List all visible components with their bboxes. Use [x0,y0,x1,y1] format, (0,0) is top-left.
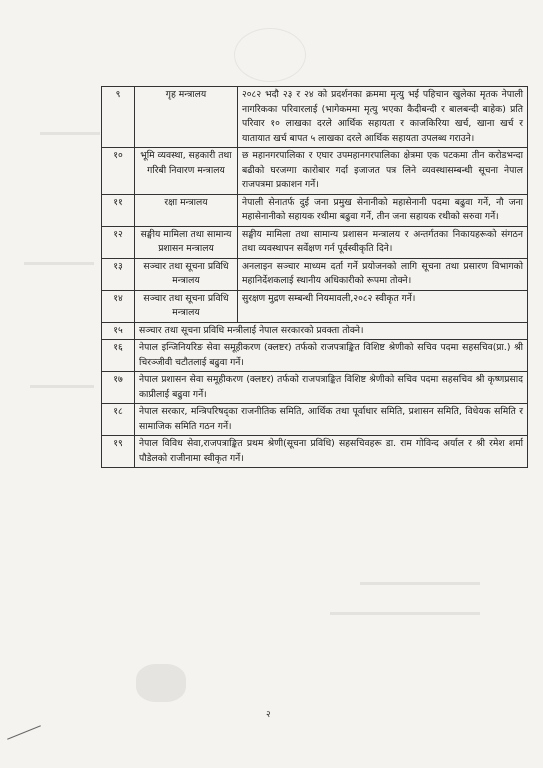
row-serial: १७ [102,372,135,404]
row-decision: नेपाल प्रशासन सेवा समूहीकरण (क्लष्टर) तर्फको राजपत्राङ्कित विशिष्ट श्रेणीको सचिव पदमा सहसचिव श्री कृष्णप्रसाद काप्रीलाई बढुवा गर्ने। [135,372,528,404]
table-row [102,436,528,468]
bleed-through-mark [30,385,94,388]
scan-smudge [136,664,186,702]
pen-stroke [7,725,41,739]
row-serial: ९ [102,87,135,148]
row-serial: १५ [102,322,135,340]
table-row [102,258,528,290]
row-serial: १३ [102,258,135,290]
row-decision: अनलाइन सञ्चार माध्यम दर्ता गर्ने प्रयोजनको लागि सूचना तथा प्रसारण विभागको महानिर्देशकलाई स्थानीय अधिकारीको रूपमा तोक्ने। [238,258,528,290]
row-ministry: सञ्चार तथा सूचना प्रविधि मन्त्रालय [135,290,238,322]
bleed-through-mark [40,132,100,135]
row-serial: १० [102,148,135,195]
row-ministry: गृह मन्त्रालय [135,87,238,148]
row-decision: सञ्चार तथा सूचना प्रविधि मन्त्रीलाई नेपाल सरकारको प्रवक्ता तोक्ने। [135,322,528,340]
row-ministry: भूमि व्यवस्था, सहकारी तथा गरिबी निवारण मन्त्रालय [135,148,238,195]
row-decision: नेपाली सेनातर्फ दुई जना प्रमुख सेनानीको महासेनानी पदमा बढुवा गर्ने, नौ जना महासेनानीको सहायक रथीमा बढुवा गर्ने, तीन जना सहायक रथीको सरुवा गर्ने। [238,194,528,226]
row-decision: २०८२ भदौ २३ र २४ को प्रदर्शनका क्रममा मृत्यु भई पहिचान खुलेका मृतक नेपाली नागरिकका परिवारलाई (भागेकममा मृत्यु भएका कैदीबन्दी र बालबन्दी बाहेक) प्रति परिवार १० लाखका दरले आर्थिक सहायता र काजकिरिया खर्च, खाना खर्च र यातायात खर्च बापत ५ लाखका दरले आर्थिक सहायता उपलब्ध गराउने। [238,87,528,148]
row-decision: नेपाल सरकार, मन्त्रिपरिषद्का राजनीतिक समिति, आर्थिक तथा पूर्वाधार समिति, प्रशासन समिति, विधेयक समिति र सामाजिक समिति गठन गर्ने। [135,404,528,436]
row-decision: नेपाल इन्जिनियरिङ सेवा समूहीकरण (क्लष्टर) तर्फको राजपत्राङ्कित विशिष्ट श्रेणीको सचिव पदमा सहसचिव(प्रा.) श्री चिरञ्जीवी चटौतलाई बढुवा गर्ने। [135,340,528,372]
table-row [102,226,528,258]
faded-seal [234,28,306,82]
table-row [102,322,528,340]
row-ministry: सङ्घीय मामिला तथा सामान्य प्रशासन मन्त्रालय [135,226,238,258]
row-serial: १६ [102,340,135,372]
table-row [102,290,528,322]
row-serial: १४ [102,290,135,322]
decision-table [101,86,528,468]
row-serial: १८ [102,404,135,436]
row-ministry: सञ्चार तथा सूचना प्रविधि मन्त्रालय [135,258,238,290]
table-row [102,194,528,226]
row-decision: सुरक्षण मुद्रण सम्बन्धी नियमावली,२०८२ स्वीकृत गर्ने। [238,290,528,322]
table-row [102,372,528,404]
row-serial: ११ [102,194,135,226]
table-row [102,340,528,372]
row-decision: सङ्घीय मामिला तथा सामान्य प्रशासन मन्त्रालय र अन्तर्गतका निकायहरूको संगठन तथा व्यवस्थापन सर्वेक्षण गर्न पूर्वस्वीकृति दिने। [238,226,528,258]
row-serial: १९ [102,436,135,468]
page-number: २ [266,710,271,720]
bleed-through-mark [330,612,480,615]
row-serial: १२ [102,226,135,258]
row-decision: नेपाल विविध सेवा,राजपत्राङ्कित प्रथम श्रेणी(सूचना प्रविधि) सहसचिवहरू डा. राम गोविन्द अर्याल र श्री रमेश शर्मा पौडेलको राजीनामा स्वीकृत गर्ने। [135,436,528,468]
row-ministry: रक्षा मन्त्रालय [135,194,238,226]
bleed-through-mark [360,582,480,585]
row-decision: छ महानगरपालिका र एघार उपमहानगरपालिका क्षेत्रमा एक पटकमा तीन करोडभन्दा बढीको घरजग्गा कारोबार गर्दा इजाजत पत्र लिने व्यवस्थासम्बन्धी सूचना नेपाल राजपत्रमा प्रकाशन गर्ने। [238,148,528,195]
bleed-through-mark [24,262,94,265]
table-row [102,148,528,195]
table-row [102,404,528,436]
table-row [102,87,528,148]
